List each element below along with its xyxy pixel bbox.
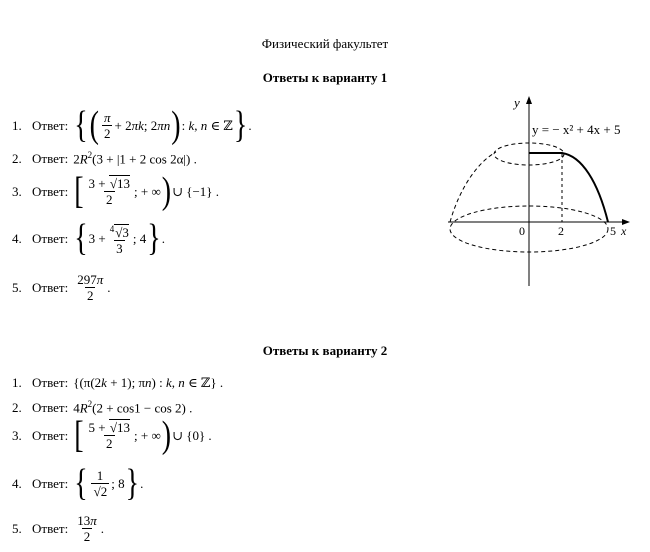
v2-answer-2: 2. Ответ: $4R^2(2 + \cos 1 - \cos 2)$ . [12,399,193,416]
v1-answer-5: 5. Ответ: $\frac{297\pi}{2}$ . [12,272,111,303]
v2-answer-5: 5. Ответ: $\frac{13\pi}{2}$ . [12,513,104,544]
left-dashed-curve [450,152,496,222]
label-y: y [514,95,520,110]
v2-answer-4: 4. Ответ: { $\frac{1}{√2}$ ; 8 } . [12,461,144,504]
tick-2: 2 [558,224,564,238]
tick-5: 5 [610,224,616,238]
v1-answer-2: 2. Ответ: $2R^2(3 + |1 + 2$ cos 2α|) . [12,150,197,167]
variant2-title: Ответы к варианту 2 [262,343,388,358]
v2-answer-1: 1. Ответ: {(π(2k + 1); πn) : k, n ∈ ℤ} . [12,375,224,390]
v1-answer-4: 4. Ответ: { 3 + $\frac{^4√3}{3}$ ; 4 } . [12,217,165,260]
equation-label: y = − x² + 4x + 5 [532,122,621,137]
parabola-curve [529,153,608,222]
tick-0: 0 [519,224,525,238]
v1-answer-1: 1. Ответ: { ( $\frac{\pi}{2}$ + 2πk; 2πn ) : k, n ∈ ℤ } . [12,103,252,146]
v1-answer-3: 3. Ответ: [ $\frac{3 + √13}{2}$ ; + ∞ ) ∪ {−1} . [12,169,220,212]
v2-answer-3: 3. Ответ: [ $\frac{5 + √13}{2}$ ; + ∞ ) ∪ {0} . [12,413,212,456]
faculty-title: Физический факультет [261,36,389,51]
paraboloid-figure [440,92,650,292]
variant1-title: Ответы к варианту 1 [262,70,388,85]
label-x: x [621,224,627,238]
y-axis-arrow [526,96,532,104]
